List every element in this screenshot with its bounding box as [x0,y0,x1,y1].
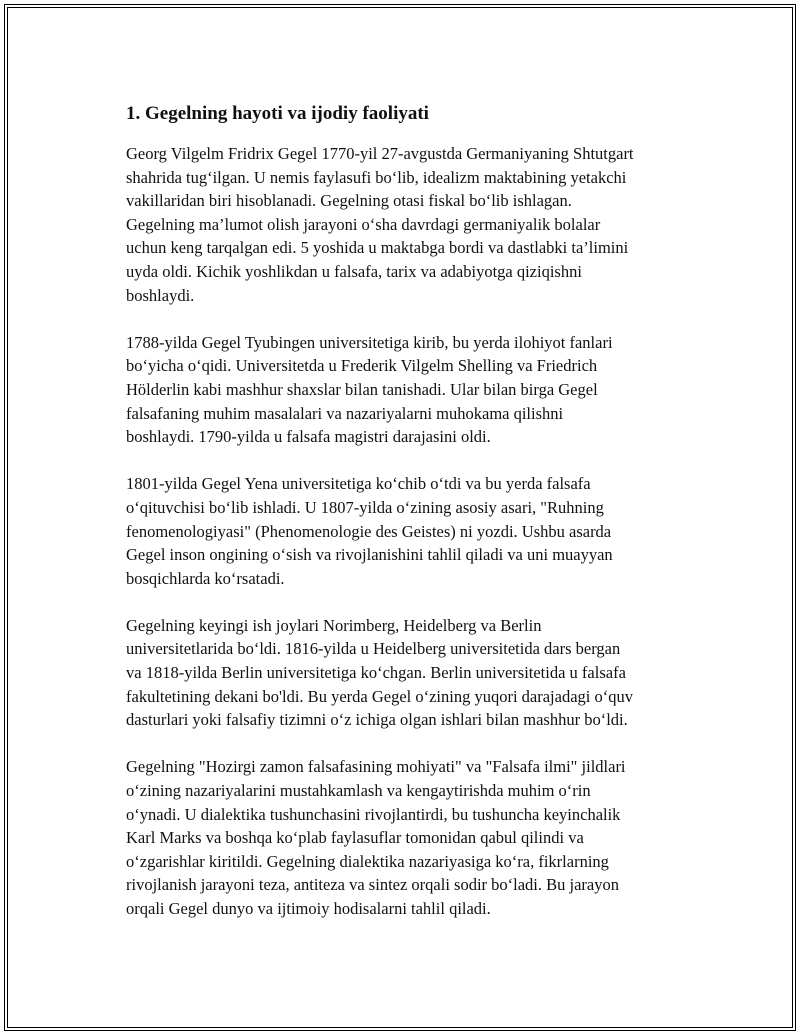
paragraph-career: Gegelning keyingi ish joylari Norimberg, Heidelberg va Berlin universitetlarida bo‘ldi. 1816-yilda u Heidelberg universitetida dars bergan va 1818-yilda Berlin universitetiga ko‘chgan. Berlin universitetida u falsafa fakultetining dekani bo'ldi. Bu yerda Gegel o‘zining yuqori darajadagi o‘quv dasturlari yoki falsafiy tizimni o‘z ichiga olgan ishlari bilan mashhur bo‘ldi. [126,615,633,730]
paragraph-tubingen: 1788-yilda Gegel Tyubingen universitetiga kirib, bu yerda ilohiyot fanlari bo‘yicha o‘qidi. Universitetda u Frederik Vilgelm Shelling va Friedrich Hölderlin kabi mashhur shaxslar bilan tanishadi. Ular bilan birga Gegel falsafaning muhim masalalari va nazariyalarni muhokama qilishni boshlaydi. 1790-yilda u falsafa magistri darajasini oldi. [126,332,613,447]
paragraph-jena: 1801-yilda Gegel Yena universitetiga ko‘chib o‘tdi va bu yerda falsafa o‘qituvchisi bo‘lib ishladi. U 1807-yilda o‘zining asosiy asari, "Ruhning fenomenologiyasi" (Phenomenologie des Geistes) ni yozdi. Ushbu asarda Gegel inson ongining o‘sish va rivojlanishini tahlil qiladi va uni muayyan bosqichlarda ko‘rsatadi. [126,474,613,588]
page-frame [4,4,796,1031]
paragraph-early-life: Georg Vilgelm Fridrix Gegel 1770-yil 27-avgustda Germaniyaning Shtutgart shahrida tug‘ilgan. U nemis faylasufi bo‘lib, idealizm maktabining yetakchi vakillaridan biri hisoblanadi. Gegelning otasi fiskal bo‘lib ishlagan. Gegelning ma’lumot olish jarayoni o‘sha davrdagi germaniyalik bolalar uchun keng tarqalgan edi. 5 yoshida u maktabga bordi va dastlabki ta’limini uyda oldi. Kichik yoshlikdan u falsafa, tarix va adabiyotga qiziqishni boshlaydi. [126,144,634,305]
paragraph-dialectics: Gegelning "Hozirgi zamon falsafasining mohiyati" va "Falsafa ilmi" jildlari o‘zining nazariyalarini mustahkamlash va kengaytirishda muhim o‘rin o‘ynadi. U dialektika tushunchasini rivojlantirdi, bu tushuncha keyinchalik Karl Marks va boshqa ko‘plab faylasuflar tomonidan qabul qilindi va o‘zgarishlar kiritildi. Gegelning dialektika nazariyasiga ko‘ra, fikrlarning rivojlanish jarayoni teza, antiteza va sintez orqali sodir bo‘ladi. Bu jarayon orqali Gegel dunyo va ijtimoiy hodisalarni tahlil qiladi. [126,757,626,918]
section-heading: 1. Gegelning hayoti va ijodiy faoliyati [126,103,429,124]
document-content [126,100,716,944]
